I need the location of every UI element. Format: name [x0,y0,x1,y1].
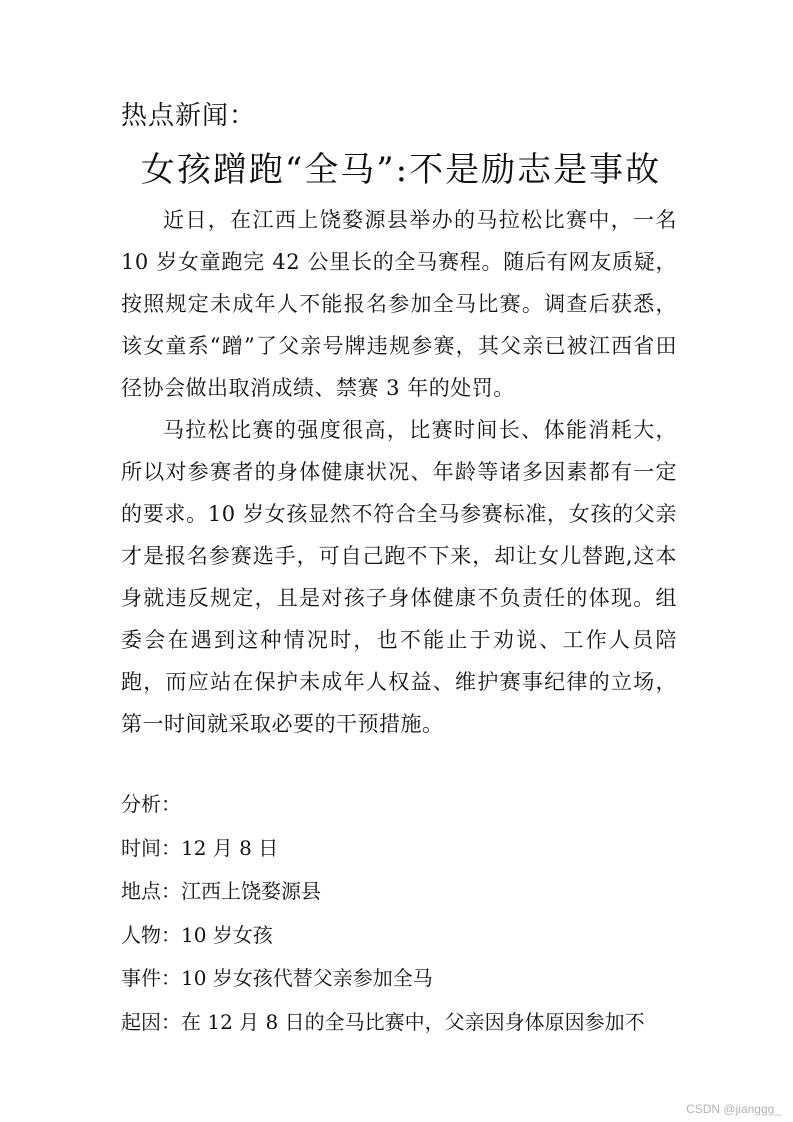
analysis-item-person: 人物：10 岁女孩 [121,922,273,947]
analysis-item-time: 时间：12 月 8 日 [121,835,279,860]
article-body [121,199,677,745]
analysis-section [121,783,677,1044]
section-heading: 热点新闻： [121,101,257,131]
csdn-watermark: CSDN @jianggg_ [686,1102,781,1116]
article-title: 女孩蹭跑“全马”:不是励志是事故 [140,150,662,190]
analysis-label: 分析： [121,792,181,816]
analysis-item-place: 地点：江西上饶婺源县 [121,879,321,903]
analysis-item-cause: 起因：在 12 月 8 日的全马比赛中，父亲因身体原因参加不 [121,1009,645,1034]
article-paragraph-2: 马拉松比赛的强度很高，比赛时间长、体能消耗大，所以对参赛者的身体健康状况、年龄等诸多因素都有一定的要求。10 岁女孩显然不符合全马参赛标准，女孩的父亲才是报名参赛选手，可自己跑不下来，却让女儿替跑,这本身就违反规定，且是对孩子身体健康不负责任的体现。组委会在遇到这种情况时，也不能止于劝说、工作人员陪跑，而应站在保护未成年人权益、维护赛事纪律的立场，第一时间就采取必要的干预措施。 [121,418,677,736]
analysis-item-event: 事件：10 岁女孩代替父亲参加全马 [121,966,433,990]
article-paragraph-1: 近日，在江西上饶婺源县举办的马拉松比赛中，一名 10 岁女童跑完 42 公里长的全马赛程。随后有网友质疑，按照规定未成年人不能报名参加全马比赛。调查后获悉，该女童系“蹭”了父亲号牌违规参赛，其父亲已被江西省田径协会做出取消成绩、禁赛 3 年的处罚。 [121,208,677,400]
